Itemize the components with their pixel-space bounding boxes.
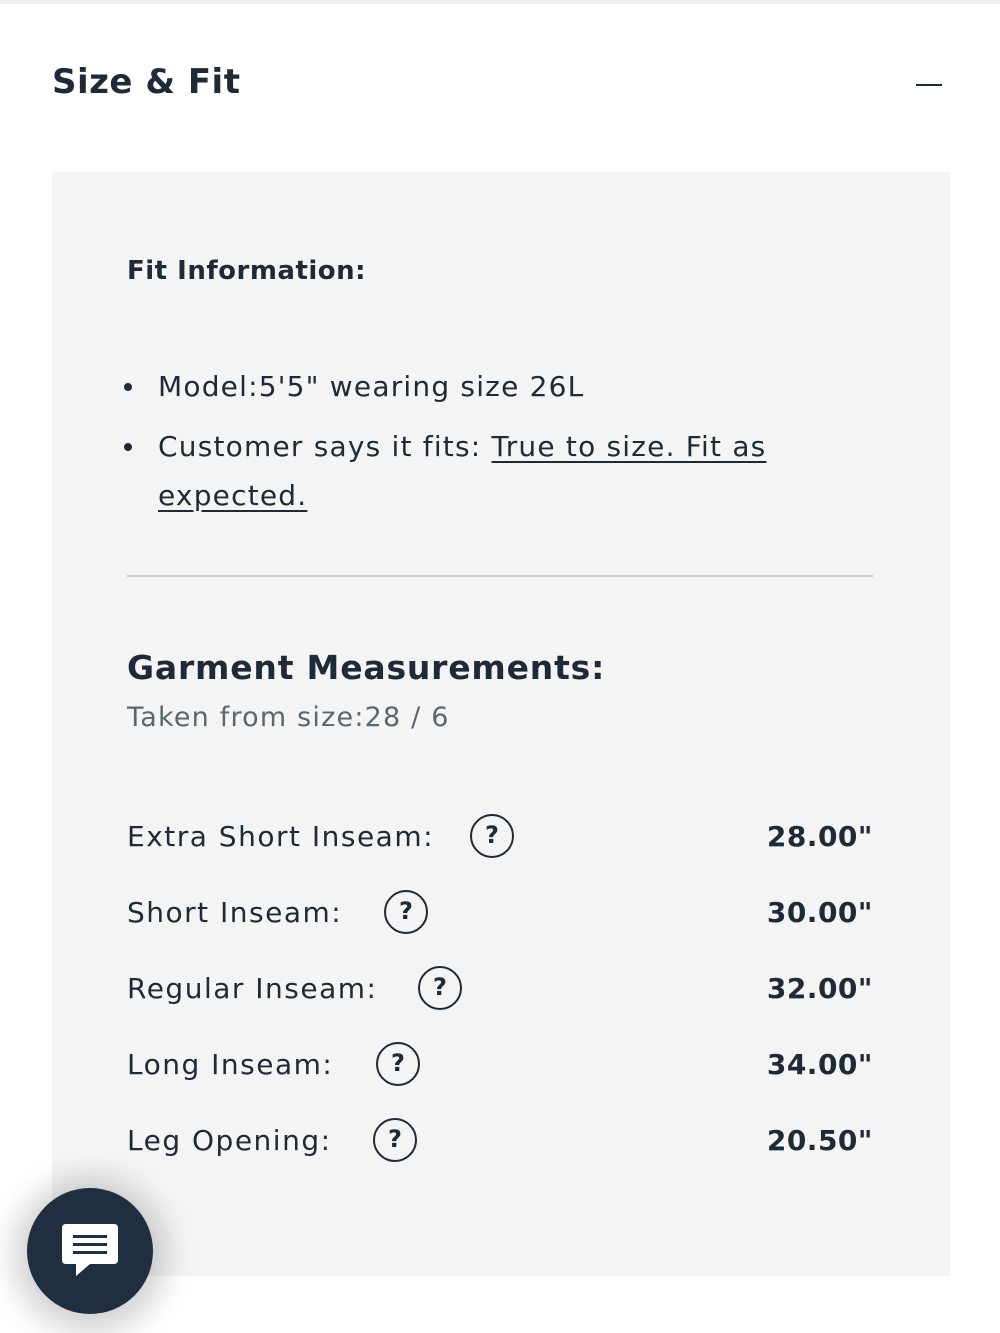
measurement-value: 28.00" <box>766 820 873 853</box>
chat-bubble-icon <box>60 1222 120 1282</box>
measurement-label: Extra Short Inseam: <box>127 820 435 853</box>
fit-information-heading: Fit Information: <box>127 256 367 286</box>
help-icon[interactable]: ? <box>384 890 428 934</box>
collapse-toggle-button[interactable] <box>908 62 952 106</box>
measurement-label: Long Inseam: <box>127 1048 334 1081</box>
section-divider <box>127 575 873 577</box>
customer-fit-prefix: Customer says it fits: <box>158 430 492 463</box>
bullet-icon <box>124 443 132 451</box>
measurement-value: 34.00" <box>766 1048 873 1081</box>
fit-information-list <box>120 362 820 531</box>
measurement-label: Short Inseam: <box>127 896 343 929</box>
help-icon[interactable]: ? <box>373 1118 417 1162</box>
list-item-model <box>120 362 820 411</box>
measurement-label: Regular Inseam: <box>127 972 378 1005</box>
help-icon[interactable]: ? <box>376 1042 420 1086</box>
measurement-value: 20.50" <box>766 1124 873 1157</box>
help-icon[interactable]: ? <box>418 966 462 1010</box>
help-icon[interactable]: ? <box>470 814 514 858</box>
measurement-value: 30.00" <box>766 896 873 929</box>
minus-icon <box>916 84 942 86</box>
garment-measurements-subtitle: Taken from size:28 / 6 <box>127 702 450 733</box>
chat-button[interactable] <box>27 1188 153 1314</box>
measurement-row-extra-short-inseam <box>127 814 873 864</box>
measurement-row-long-inseam <box>127 1042 873 1092</box>
measurement-row-leg-opening <box>127 1118 873 1168</box>
bullet-icon <box>124 383 132 391</box>
measurement-row-regular-inseam <box>127 966 873 1016</box>
model-fit-text: Model:5'5" wearing size 26L <box>158 370 585 403</box>
measurement-row-short-inseam <box>127 890 873 940</box>
garment-measurements-heading: Garment Measurements: <box>127 648 606 687</box>
size-fit-accordion-header[interactable] <box>0 0 1000 170</box>
measurement-value: 32.00" <box>766 972 873 1005</box>
customer-fit-reviews-link[interactable]: True to size. Fit as expected. <box>158 430 767 512</box>
section-title: Size & Fit <box>52 62 241 102</box>
list-item-customer-fit <box>120 422 820 520</box>
size-fit-panel <box>52 172 950 1276</box>
measurement-label: Leg Opening: <box>127 1124 332 1157</box>
